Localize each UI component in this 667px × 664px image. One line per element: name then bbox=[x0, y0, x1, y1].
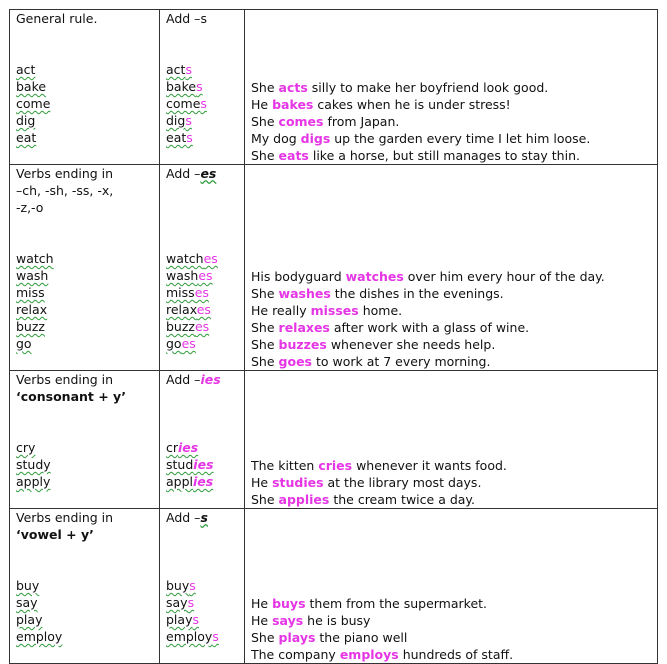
verb-suffix: s bbox=[196, 79, 203, 94]
conjugated-verb-text bbox=[166, 336, 196, 351]
sentence-verb: says bbox=[272, 613, 304, 628]
sentence-verb: cries bbox=[318, 458, 353, 473]
example-cell bbox=[245, 371, 658, 509]
verb-suffix: es bbox=[203, 251, 218, 266]
rule-cell bbox=[10, 165, 160, 371]
sentence-verb: misses bbox=[310, 303, 359, 318]
sentence-pre: She bbox=[251, 630, 279, 645]
conjugated-verb bbox=[166, 318, 238, 335]
spacer bbox=[166, 388, 238, 439]
spacer bbox=[16, 27, 153, 61]
verb-stem: play bbox=[166, 612, 193, 627]
verb-suffix: es bbox=[181, 336, 196, 351]
verb-stem: buy bbox=[166, 578, 190, 593]
sentence-pre: She bbox=[251, 337, 279, 352]
sentence-post: over him every hour of the day. bbox=[403, 269, 605, 284]
sentence-pre: She bbox=[251, 320, 279, 335]
verb-stem: employ bbox=[166, 629, 213, 644]
rule-cell bbox=[10, 371, 160, 509]
example-sentence bbox=[251, 79, 651, 96]
verb-stem: dig bbox=[166, 113, 186, 128]
conjugated-verb bbox=[166, 301, 238, 318]
add-ending: ies bbox=[200, 372, 221, 387]
verb-stem: relax bbox=[166, 302, 197, 317]
base-verb-text: say bbox=[16, 595, 38, 610]
base-verb bbox=[16, 628, 153, 645]
verb-stem: say bbox=[166, 595, 188, 610]
example-sentence bbox=[251, 113, 651, 130]
conjugated-verb-text bbox=[166, 474, 213, 489]
rule-cell bbox=[10, 10, 160, 165]
sentence-pre: She bbox=[251, 80, 279, 95]
example-sentence bbox=[251, 595, 651, 612]
sentence-pre: She bbox=[251, 148, 279, 163]
rule-header: General rule. bbox=[16, 11, 98, 26]
conjugated-verb-text bbox=[166, 319, 209, 334]
sentence-post: them from the supermarket. bbox=[305, 596, 488, 611]
example-cell bbox=[245, 165, 658, 371]
conjugated-verb bbox=[166, 78, 238, 95]
add-cell bbox=[160, 371, 245, 509]
verb-suffix: s bbox=[187, 595, 195, 610]
sentence-verb: watches bbox=[345, 269, 404, 284]
sentence-post: at the library most days. bbox=[323, 475, 482, 490]
base-verb bbox=[16, 78, 153, 95]
verb-stem: bake bbox=[166, 79, 197, 94]
base-verb bbox=[16, 577, 153, 594]
conjugated-verb bbox=[166, 61, 238, 78]
sentence-verb: employs bbox=[339, 647, 399, 662]
conjugated-verb-text bbox=[166, 113, 192, 128]
spacer bbox=[16, 405, 153, 439]
base-verb-text: study bbox=[16, 457, 51, 472]
grammar-table bbox=[9, 9, 658, 664]
verb-suffix: es bbox=[196, 302, 211, 317]
sentence-verb: plays bbox=[278, 630, 316, 645]
conjugated-verb bbox=[166, 456, 238, 473]
conjugated-verb-text bbox=[166, 302, 211, 317]
table-row bbox=[10, 371, 658, 509]
sentence-pre: She bbox=[251, 286, 279, 301]
sentence-pre: She bbox=[251, 492, 279, 507]
base-verb-text: buy bbox=[16, 578, 40, 593]
sentence-post: the cream twice a day. bbox=[329, 492, 476, 507]
add-cell bbox=[160, 165, 245, 371]
sentence-verb: goes bbox=[278, 354, 312, 369]
conjugated-verb bbox=[166, 439, 238, 456]
verb-suffix: s bbox=[186, 130, 193, 145]
conjugated-verb bbox=[166, 129, 238, 146]
sentence-pre: My dog bbox=[251, 131, 301, 146]
rule-header-bold: ‘consonant + y’ bbox=[16, 389, 126, 404]
table-row bbox=[10, 10, 658, 165]
conjugated-verb bbox=[166, 611, 238, 628]
base-verb-text: act bbox=[16, 62, 36, 77]
base-verb-text: bake bbox=[16, 79, 47, 94]
add-cell bbox=[160, 10, 245, 165]
sentence-verb: bakes bbox=[272, 97, 314, 112]
conjugated-verb-text bbox=[166, 96, 207, 111]
example-cell bbox=[245, 509, 658, 664]
add-prefix: Add – bbox=[166, 510, 201, 525]
add-prefix: Add – bbox=[166, 11, 201, 26]
sentence-post: from Japan. bbox=[323, 114, 400, 129]
verb-stem: go bbox=[166, 336, 182, 351]
conjugated-verb-text bbox=[166, 629, 219, 644]
sentence-post: silly to make her boyfriend look good. bbox=[307, 80, 549, 95]
sentence-pre: The kitten bbox=[251, 458, 319, 473]
example-sentence bbox=[251, 629, 651, 646]
base-verb bbox=[16, 301, 153, 318]
verb-suffix: es bbox=[198, 268, 213, 283]
base-verb-text: cry bbox=[16, 440, 36, 455]
sentence-pre: She bbox=[251, 354, 279, 369]
example-sentence bbox=[251, 130, 651, 147]
verb-suffix: es bbox=[194, 319, 210, 334]
conjugated-verb bbox=[166, 628, 238, 645]
conjugated-verb-text bbox=[166, 457, 213, 472]
example-sentence bbox=[251, 457, 651, 474]
conjugated-verb-text bbox=[166, 578, 196, 593]
conjugated-verb bbox=[166, 112, 238, 129]
example-sentence bbox=[251, 646, 651, 663]
add-ending: s bbox=[200, 11, 207, 26]
conjugated-verb bbox=[166, 250, 238, 267]
verb-stem: buzz bbox=[166, 319, 195, 334]
sentence-pre: He bbox=[251, 596, 273, 611]
verb-stem: stud bbox=[166, 457, 194, 472]
sentence-post: hundreds of staff. bbox=[398, 647, 514, 662]
rule-header-bold: ‘vowel + y’ bbox=[16, 527, 94, 542]
conjugated-verb bbox=[166, 267, 238, 284]
example-sentence bbox=[251, 96, 651, 113]
verb-suffix: s bbox=[192, 612, 199, 627]
verb-suffix: ies bbox=[193, 474, 214, 489]
sentence-verb: eats bbox=[278, 148, 309, 163]
example-sentence bbox=[251, 612, 651, 629]
add-instruction bbox=[166, 509, 238, 526]
base-verb bbox=[16, 112, 153, 129]
spacer bbox=[166, 27, 238, 61]
conjugated-verb bbox=[166, 284, 238, 301]
sentence-pre: The company bbox=[251, 647, 340, 662]
example-sentence bbox=[251, 147, 651, 164]
conjugated-verb-text bbox=[166, 440, 198, 455]
spacer bbox=[16, 216, 153, 250]
spacer bbox=[251, 165, 651, 268]
base-verb bbox=[16, 473, 153, 490]
base-verb bbox=[16, 95, 153, 112]
sentence-pre: His bodyguard bbox=[251, 269, 346, 284]
add-instruction bbox=[166, 165, 238, 182]
example-cell bbox=[245, 10, 658, 165]
sentence-post: whenever she needs help. bbox=[326, 337, 496, 352]
sentence-post: like a horse, but still manages to stay thin. bbox=[308, 148, 580, 163]
base-verb-text: miss bbox=[16, 285, 45, 300]
table-row bbox=[10, 509, 658, 664]
base-verb bbox=[16, 335, 153, 352]
sentence-post: the piano well bbox=[315, 630, 408, 645]
sentence-post: whenever it wants food. bbox=[352, 458, 507, 473]
base-verb bbox=[16, 318, 153, 335]
spacer bbox=[166, 182, 238, 250]
verb-stem: appl bbox=[166, 474, 194, 489]
base-verb bbox=[16, 129, 153, 146]
sentence-verb: relaxes bbox=[278, 320, 330, 335]
base-verb bbox=[16, 439, 153, 456]
verb-stem: miss bbox=[166, 285, 195, 300]
rule-header: Verbs ending in –ch, -sh, -ss, -x, -z,-o bbox=[16, 166, 114, 215]
example-sentence bbox=[251, 353, 651, 370]
base-verb bbox=[16, 61, 153, 78]
verb-stem: act bbox=[166, 62, 186, 77]
example-sentence bbox=[251, 285, 651, 302]
conjugated-verb bbox=[166, 335, 238, 352]
spacer bbox=[166, 526, 238, 577]
example-sentence bbox=[251, 474, 651, 491]
base-verb-text: apply bbox=[16, 474, 51, 489]
rule-header: Verbs ending in bbox=[16, 372, 114, 387]
sentence-pre: He bbox=[251, 97, 273, 112]
verb-stem: watch bbox=[166, 251, 204, 266]
conjugated-verb-text bbox=[166, 251, 218, 266]
rule-header: Verbs ending in bbox=[16, 510, 114, 525]
sentence-post: home. bbox=[358, 303, 403, 318]
base-verb-text: wash bbox=[16, 268, 49, 283]
example-sentence bbox=[251, 268, 651, 285]
base-verb-text: buzz bbox=[16, 319, 45, 334]
add-instruction bbox=[166, 371, 238, 388]
base-verb-text: go bbox=[16, 336, 32, 351]
sentence-verb: studies bbox=[272, 475, 324, 490]
sentence-verb: digs bbox=[300, 131, 331, 146]
verb-suffix: es bbox=[194, 285, 209, 300]
base-verb bbox=[16, 456, 153, 473]
add-ending: es bbox=[200, 166, 217, 181]
conjugated-verb bbox=[166, 594, 238, 611]
sentence-post: he is busy bbox=[303, 613, 371, 628]
sentence-verb: buys bbox=[272, 596, 306, 611]
sentence-verb: buzzes bbox=[278, 337, 327, 352]
conjugated-verb-text bbox=[166, 268, 213, 283]
example-sentence bbox=[251, 336, 651, 353]
spacer bbox=[251, 509, 651, 595]
sentence-verb: acts bbox=[278, 80, 308, 95]
base-verb-text: play bbox=[16, 612, 43, 627]
conjugated-verb-text bbox=[166, 595, 194, 610]
spacer bbox=[251, 371, 651, 457]
sentence-pre: He bbox=[251, 475, 273, 490]
verb-suffix: s bbox=[200, 96, 207, 111]
table-row bbox=[10, 165, 658, 371]
base-verb bbox=[16, 611, 153, 628]
sentence-post: up the garden every time I let him loose. bbox=[330, 131, 591, 146]
add-instruction bbox=[166, 10, 238, 27]
base-verb-text: watch bbox=[16, 251, 54, 266]
spacer bbox=[16, 543, 153, 577]
sentence-post: the dishes in the evenings. bbox=[330, 286, 504, 301]
add-prefix: Add – bbox=[166, 372, 201, 387]
verb-stem: come bbox=[166, 96, 201, 111]
base-verb-text: come bbox=[16, 96, 51, 111]
grammar-table-body bbox=[10, 10, 658, 664]
base-verb-text: relax bbox=[16, 302, 48, 317]
rule-cell bbox=[10, 509, 160, 664]
base-verb-text: employ bbox=[16, 629, 63, 644]
example-sentence bbox=[251, 491, 651, 508]
conjugated-verb-text bbox=[166, 79, 203, 94]
verb-suffix: ies bbox=[193, 457, 214, 472]
verb-stem: cr bbox=[166, 440, 179, 455]
verb-suffix: s bbox=[212, 629, 219, 644]
conjugated-verb-text bbox=[166, 285, 209, 300]
add-cell bbox=[160, 509, 245, 664]
conjugated-verb bbox=[166, 577, 238, 594]
example-sentence bbox=[251, 319, 651, 336]
conjugated-verb-text bbox=[166, 130, 193, 145]
sentence-pre: He really bbox=[251, 303, 311, 318]
conjugated-verb-text bbox=[166, 62, 192, 77]
verb-stem: wash bbox=[166, 268, 199, 283]
base-verb-text: dig bbox=[16, 113, 36, 128]
sentence-post: to work at 7 every morning. bbox=[312, 354, 491, 369]
verb-suffix: s bbox=[185, 62, 192, 77]
verb-suffix: s bbox=[185, 113, 192, 128]
verb-suffix: ies bbox=[178, 440, 199, 455]
verb-suffix: s bbox=[189, 578, 196, 593]
sentence-verb: applies bbox=[278, 492, 330, 507]
conjugated-verb bbox=[166, 473, 238, 490]
sentence-verb: washes bbox=[278, 286, 331, 301]
add-prefix: Add – bbox=[166, 166, 201, 181]
verb-stem: eat bbox=[166, 130, 187, 145]
base-verb-text: eat bbox=[16, 130, 37, 145]
conjugated-verb-text bbox=[166, 612, 199, 627]
conjugated-verb bbox=[166, 95, 238, 112]
spacer bbox=[251, 10, 651, 79]
sentence-post: cakes when he is under stress! bbox=[313, 97, 511, 112]
base-verb bbox=[16, 267, 153, 284]
base-verb bbox=[16, 594, 153, 611]
sentence-pre: She bbox=[251, 114, 279, 129]
sentence-verb: comes bbox=[278, 114, 324, 129]
add-ending: s bbox=[200, 510, 208, 525]
base-verb bbox=[16, 250, 153, 267]
sentence-pre: He bbox=[251, 613, 273, 628]
example-sentence bbox=[251, 302, 651, 319]
sentence-post: after work with a glass of wine. bbox=[329, 320, 530, 335]
base-verb bbox=[16, 284, 153, 301]
